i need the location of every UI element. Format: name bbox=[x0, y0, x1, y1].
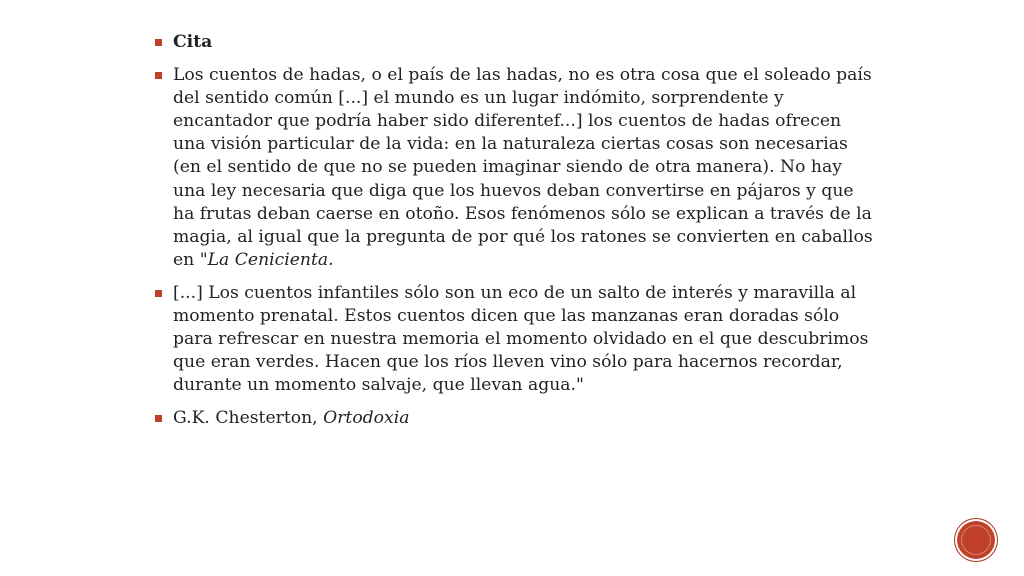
slide-number-badge bbox=[957, 521, 995, 559]
bullet-item-quote-part-1 bbox=[155, 64, 875, 272]
square-bullet-icon bbox=[155, 415, 162, 422]
book-title: Ortodoxia bbox=[323, 408, 410, 429]
bullet-item-attribution bbox=[155, 407, 875, 430]
square-bullet-icon bbox=[155, 39, 162, 46]
quote-emphasis: "La Cenicienta. bbox=[199, 249, 334, 270]
heading-text: Cita bbox=[173, 32, 213, 52]
bullet-item-heading bbox=[155, 31, 875, 54]
square-bullet-icon bbox=[155, 72, 162, 79]
quote-text: [...] Los cuentos infantiles sólo son un eco de un salto de interés y maravilla al momento prenatal. Estos cuentos dicen que las manzanas eran doradas sólo para refrescar en nuestra memoria el momento olvidado en el que descubrimos que eran verdes. Hacen que los ríos lleven vino sólo para hacernos recordar, durante un momento salvaje, que llevan agua." bbox=[173, 282, 869, 396]
square-bullet-icon bbox=[155, 290, 162, 297]
bullet-item-quote-part-2 bbox=[155, 282, 875, 397]
quote-text: Los cuentos de hadas, o el país de las hadas, no es otra cosa que el soleado país del sentido común [...] el mundo es un lugar indómito, sorprendente y encantador que podría haber sido diferentef...] los cuentos de hadas ofrecen una visión particular de la vida: en la naturaleza ciertas cosas son necesarias (en el sentido de que no se pueden imaginar siendo de otra manera). No hay una ley necesaria que diga que los huevos deban convertirse en pájaros y que ha frutas deban caerse en otoño. Esos fenómenos sólo se explican a través de la magia, al igual que la pregunta de por qué los ratones se convierten en caballos en bbox=[173, 65, 873, 270]
slide-body bbox=[155, 31, 875, 441]
author-text: G.K. Chesterton, bbox=[173, 408, 324, 429]
badge-ring bbox=[961, 525, 991, 555]
